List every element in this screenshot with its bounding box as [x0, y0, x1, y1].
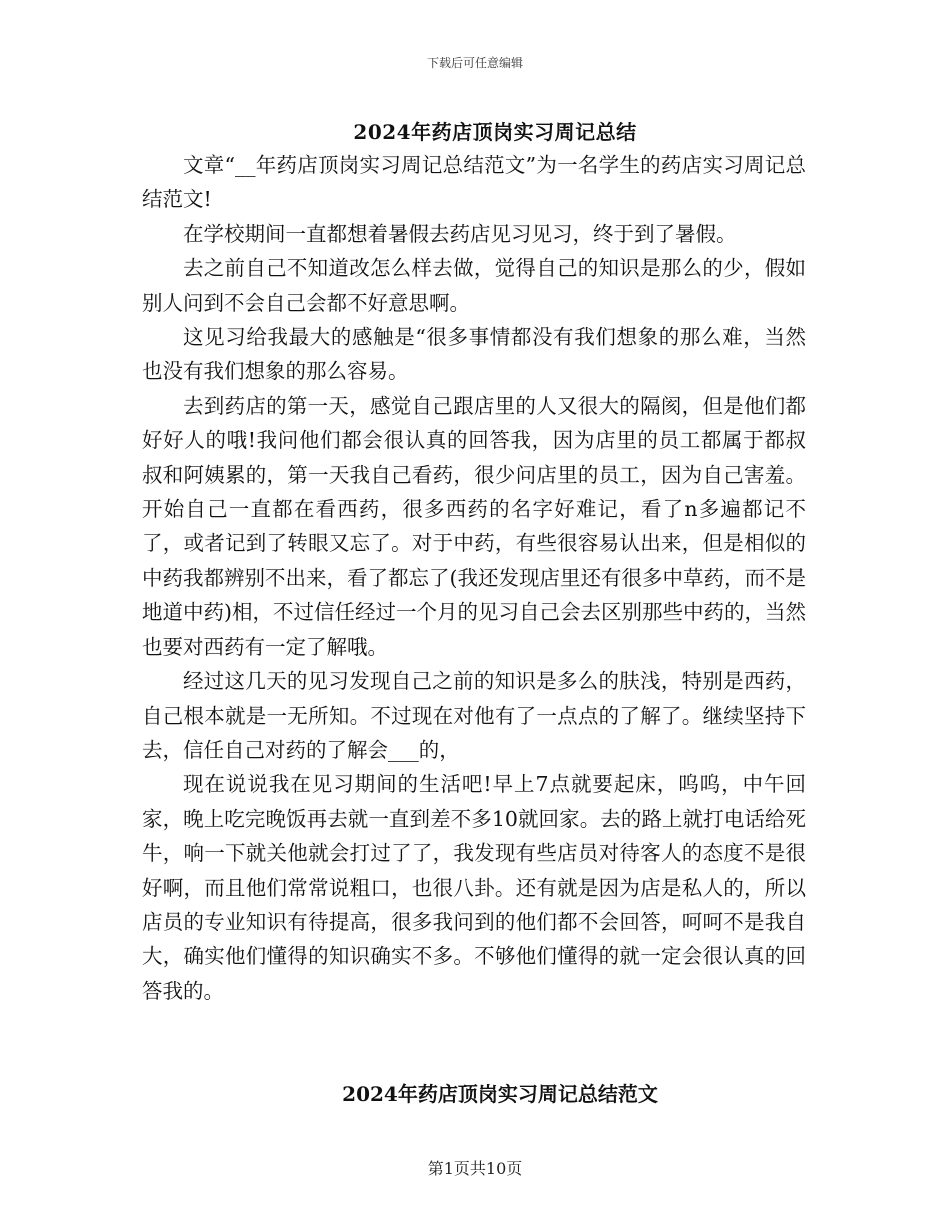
section-title: 2024年药店顶岗实习周记总结范文	[342, 1082, 658, 1106]
document-title: 2024年药店顶岗实习周记总结	[353, 120, 637, 144]
paragraph: 去之前自己不知道改怎么样去做，觉得自己的知识是那么的少，假如别人问到不会自己会都不好意思啊。	[142, 256, 806, 315]
document-body	[142, 148, 806, 1008]
header-note: 下载后可任意编辑	[426, 56, 523, 70]
paragraph: 在学校期间一直都想着暑假去药店见习见习，终于到了暑假。	[183, 221, 737, 246]
paragraph: 文章“__年药店顶岗实习周记总结范文”为一名学生的药店实习周记总结范文!	[142, 153, 806, 212]
paragraph: 经过这几天的见习发现自己之前的知识是多么的肤浅，特别是西药，自己根本就是一无所知。不过现在对他有了一点点的了解了。继续坚持下去，信任自己对药的了解会___的，	[142, 669, 806, 762]
paragraph: 现在说说我在见习期间的生活吧!早上7点就要起床，呜呜，中午回家，晚上吃完晚饭再去就一直到差不多10就回家。去的路上就打电话给死牛，响一下就关他就会打过了了，我发现有些店员对待客人的态度不是很好啊，而且他们常常说粗口，也很八卦。还有就是因为店是私人的，所以店员的专业知识有待提高，很多我问到的他们都不会回答，呵呵不是我自大，确实他们懂得的知识确实不多。不够他们懂得的就一定会很认真的回答我的。	[142, 772, 806, 1003]
paragraph: 这见习给我最大的感触是“很多事情都没有我们想象的那么难，当然也没有我们想象的那么容易。	[142, 325, 806, 384]
paragraph: 去到药店的第一天，感觉自己跟店里的人又很大的隔阂，但是他们都好好人的哦!我问他们都会很认真的回答我，因为店里的员工都属于都叔叔和阿姨累的，第一天我自己看药，很少问店里的员工，因为自己害羞。开始自己一直都在看西药，很多西药的名字好难记，看了n多遍都记不了，或者记到了转眼又忘了。对于中药，有些很容易认出来，但是相似的中药我都辨别不出来，看了都忘了(我还发现店里还有很多中草药，而不是地道中药)相，不过信任经过一个月的见习自己会去区别那些中药的，当然也要对西药有一定了解哦。	[142, 393, 806, 659]
page-footer: 第1页共10页	[427, 1159, 523, 1178]
